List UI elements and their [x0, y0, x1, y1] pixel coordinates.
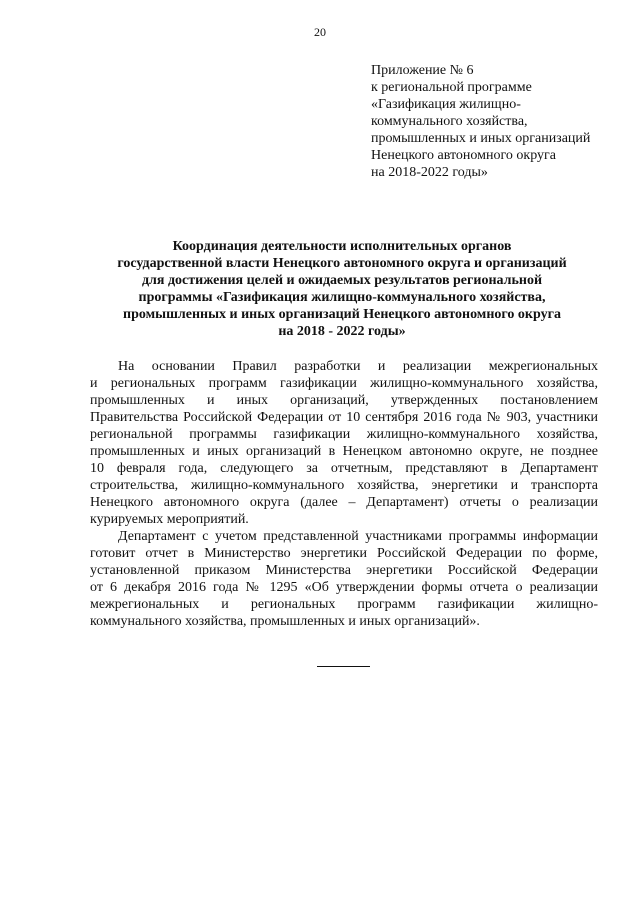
paragraph-line: и региональных программ газификации жилищно-коммунального хозяйства, [90, 376, 598, 391]
paragraph-line: строительства, жилищно-коммунального хозяйства, энергетики и транспорта [90, 478, 598, 493]
appendix-line: Приложение № 6 [371, 63, 474, 78]
title-line: Координация деятельности исполнительных органов [172, 239, 512, 254]
page-number: 20 [314, 25, 326, 39]
title-line: для достижения целей и ожидаемых результатов региональной [141, 273, 543, 288]
paragraph-line: курируемых мероприятий. [90, 512, 249, 527]
appendix-note [371, 62, 621, 181]
paragraph-line: промышленных и иных организаций, утвержденных постановлением [90, 393, 598, 408]
document-title [90, 238, 594, 340]
paragraph-line: Правительства Российской Федерации от 10 сентября 2016 года № 903, участники [90, 410, 598, 425]
paragraph-line: региональной программы газификации жилищно-коммунального хозяйства, [90, 427, 598, 442]
paragraph-line: установленной приказом Министерства энергетики Российской Федерации [90, 563, 598, 578]
paragraph-line: готовит отчет в Министерство энергетики Российской Федерации по форме, [90, 546, 598, 561]
title-line: программы «Газификация жилищно-коммунального хозяйства, [138, 290, 546, 305]
document-body [90, 358, 598, 630]
paragraph-2 [90, 528, 598, 630]
title-line: государственной власти Ненецкого автономного округа и организаций [117, 256, 567, 271]
paragraph-line: межрегиональных и региональных программ газификации жилищно- [90, 597, 598, 612]
appendix-line: Ненецкого автономного округа [371, 148, 556, 163]
closing-separator-line [317, 666, 370, 667]
paragraph-line: коммунального хозяйства, промышленных и иных организаций». [90, 614, 480, 629]
paragraph-line: промышленных и иных организаций в Ненецком автономно округе, не позднее [90, 444, 598, 459]
paragraph-1 [90, 358, 598, 528]
paragraph-line: 10 февраля года, следующего за отчетным, представляют в Департамент [90, 461, 598, 476]
appendix-line: «Газификация жилищно- [371, 97, 521, 112]
paragraph-line: Департамент с учетом представленной участниками программы информации [118, 529, 598, 544]
title-line: на 2018 - 2022 годы» [278, 324, 406, 339]
appendix-line: промышленных и иных организаций [371, 131, 591, 146]
paragraph-line: от 6 декабря 2016 года № 1295 «Об утверждении формы отчета о реализации [90, 580, 598, 595]
appendix-line: к региональной программе [371, 80, 532, 95]
appendix-line: на 2018-2022 годы» [371, 165, 488, 180]
appendix-line: коммунального хозяйства, [371, 114, 528, 129]
title-line: промышленных и иных организаций Ненецкого автономного округа [123, 307, 561, 322]
paragraph-line: На основании Правил разработки и реализации межрегиональных [118, 359, 598, 374]
paragraph-line: Ненецкого автономного округа (далее – Департамент) отчеты о реализации [90, 495, 598, 510]
